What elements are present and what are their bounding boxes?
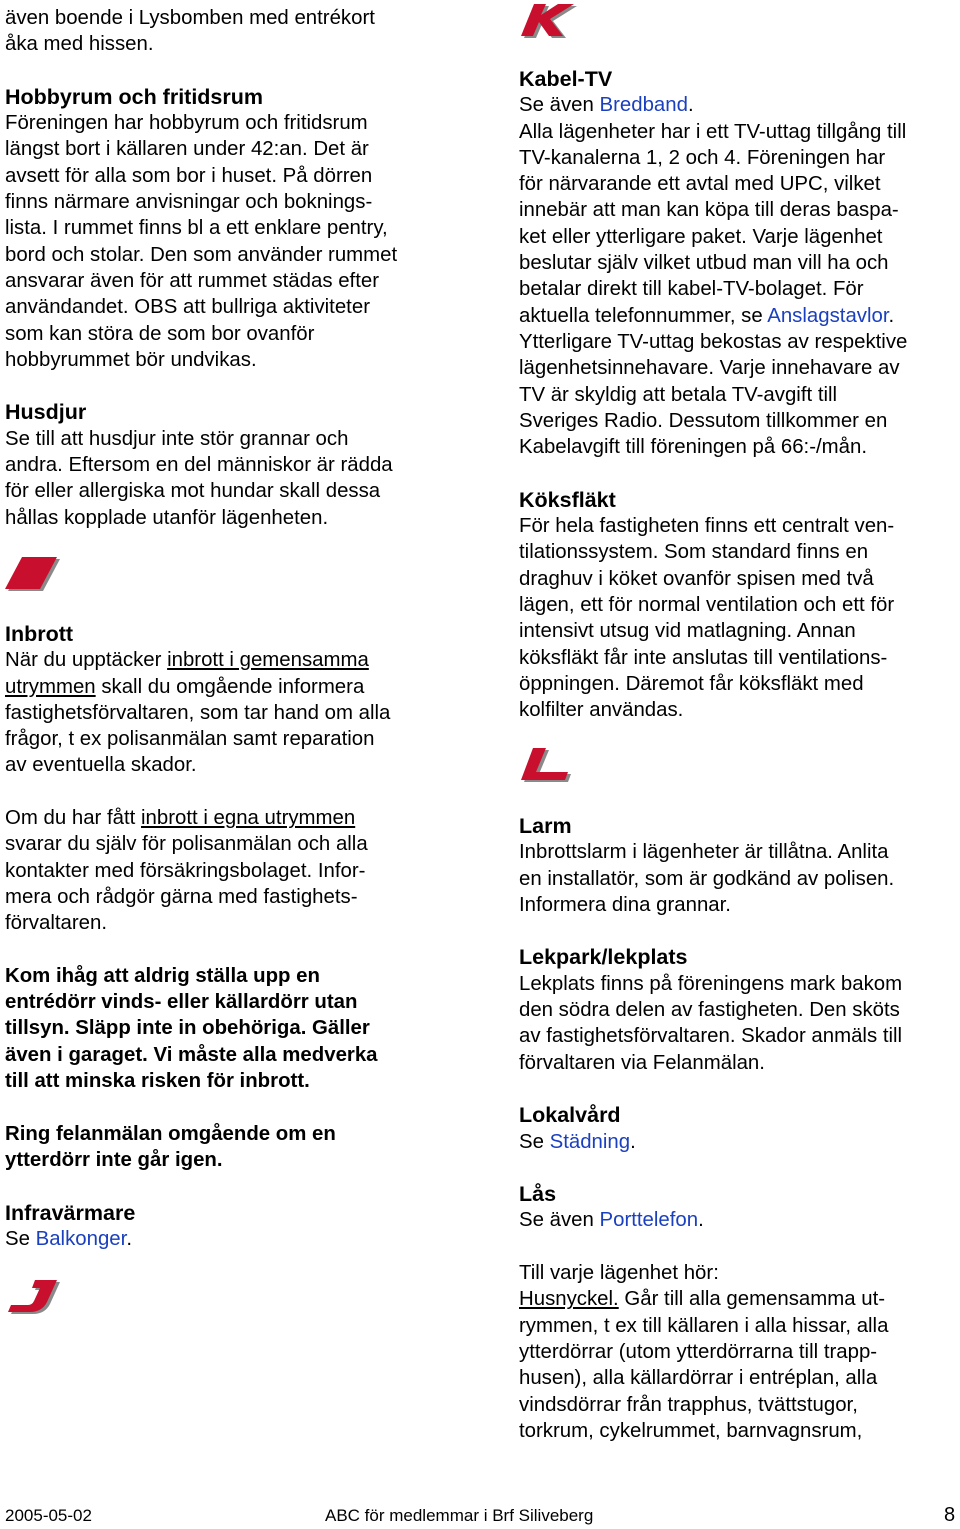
punctuation: .	[126, 1227, 132, 1250]
las-text	[519, 1207, 959, 1233]
hobby-text: som kan störa de som bor ovanför	[5, 322, 315, 345]
koksflakt-text: kolfilter användas.	[519, 699, 684, 722]
husnyckel-link[interactable]: Husnyckel.	[519, 1288, 619, 1311]
punctuation: .	[888, 304, 895, 327]
kabel-text: beslutar själv vilket utbud man vill ha och	[519, 252, 889, 275]
heading-lekpark: Lekpark/lekplats	[519, 945, 688, 970]
inbrott-warning: tillsyn. Släpp inte in obehöriga. Gäller	[5, 1017, 370, 1040]
husdjur-text: andra. Eftersom en del människor är rädda	[5, 454, 393, 477]
kabel-text: ket eller ytterligare paket. Varje lägenhet	[519, 225, 883, 248]
punctuation: .	[630, 1130, 636, 1153]
las-text: Till varje lägenhet hör:	[519, 1262, 719, 1285]
inbrott-text-part: skall du omgående informera	[95, 675, 365, 698]
inbrott-text: förvaltaren.	[5, 912, 108, 935]
balkonger-link[interactable]: Balkonger	[35, 1227, 127, 1250]
heading-larm: Larm	[519, 814, 572, 838]
infravarmare-text	[5, 1226, 455, 1252]
hobby-text: avsett för alla som bor i huset. På dörren	[5, 164, 373, 187]
lekpark-text: den södra delen av fastigheten. Den sköts	[519, 999, 900, 1022]
koksflakt-text: köksfläkt får inte anslutas till ventilations-	[519, 646, 888, 669]
kabel-text	[519, 303, 959, 329]
punctuation: .	[687, 94, 694, 117]
koksflakt-text: draghuv i köket ovanför spisen med två	[519, 567, 874, 590]
koksflakt-text: intensivt utsug vid matlagning. Annan	[519, 620, 856, 643]
inbrott-text: fastighetsförvaltaren, som tar hand om alla	[5, 701, 391, 724]
letter-j-icon	[5, 1278, 65, 1318]
inbrott-text	[5, 647, 455, 673]
kabel-text: Kabelavgift till föreningen på 66:-/mån.	[519, 436, 867, 459]
heading-infravarmare: Infravärmare	[5, 1200, 136, 1225]
las-text: rymmen, t ex till källaren i alla hissar, alla	[519, 1314, 889, 1337]
larm-text: Inbrottslarm i lägenheter är tillåtna. Anlita	[519, 841, 889, 864]
see-label: Se	[519, 1130, 550, 1153]
stadning-link[interactable]: Städning	[549, 1130, 631, 1153]
right-column	[519, 66, 959, 723]
larm-text: Informera dina grannar.	[519, 893, 731, 916]
husdjur-text: hållas kopplade utanför lägenheten.	[5, 506, 329, 529]
inbrott-text	[5, 674, 455, 700]
heading-koksflakt: Köksfläkt	[519, 487, 616, 512]
las-text: torkrum, cykelrummet, barnvagnsrum,	[519, 1419, 863, 1442]
hobby-text: längst bort i källaren under 42:an. Det är	[5, 138, 369, 161]
see-label: Se även	[519, 1209, 600, 1232]
heading-inbrott: Inbrott	[5, 622, 74, 646]
kabel-text: lägenhetsinnehavare. Varje innehavare av	[519, 357, 900, 380]
inbrott-gemensamma-link[interactable]: inbrott i gemensamma	[167, 649, 369, 672]
inbrott-text: kontakter med försäkringsbolaget. Infor-	[5, 859, 366, 882]
felanmalan-notice: ytterdörr inte går igen.	[5, 1148, 223, 1171]
inbrott-text-part: När du upptäcker	[5, 649, 168, 672]
inbrott-warning: entrédörr vinds- eller källardörr utan	[5, 991, 358, 1014]
footer-date: 2005-05-02	[5, 1506, 92, 1525]
letter-k-icon	[519, 2, 579, 42]
las-text: vindsdörrar från trapphus, tvättstugor,	[519, 1393, 858, 1416]
inbrott-text: mera och rådgör gärna med fastighets-	[5, 885, 358, 908]
heading-husdjur: Husdjur	[5, 400, 87, 425]
inbrott-text-part: Om du har fått	[5, 807, 141, 830]
see-label: Se	[5, 1227, 36, 1250]
letter-i-icon	[5, 555, 65, 595]
las-text: husen), alla källardörrar i entréplan, alla	[519, 1367, 878, 1390]
heading-las: Lås	[519, 1182, 557, 1207]
porttelefon-link[interactable]: Porttelefon	[599, 1209, 699, 1232]
bredband-link[interactable]: Bredband	[599, 94, 688, 117]
intro-text: även boende i Lysbomben med entrékort	[5, 7, 375, 29]
letter-l-icon	[519, 746, 579, 786]
inbrott-section	[5, 621, 455, 1252]
footer-title: ABC för medlemmar i Brf Siliveberg	[325, 1506, 594, 1525]
lekpark-text: Lekplats finns på föreningens mark bakom	[519, 972, 903, 995]
kabel-text: Ytterligare TV-uttag bekostas av respektive	[519, 330, 908, 353]
kabel-text: innebär att man kan köpa till deras baspa-	[519, 199, 899, 222]
hobby-text: lista. I rummet finns bl a ett enklare pentry,	[5, 217, 388, 240]
felanmalan-notice: Ring felanmälan omgående om en	[5, 1122, 336, 1145]
heading-hobbyrum: Hobbyrum och fritidsrum	[5, 84, 264, 109]
husdjur-text: Se till att husdjur inte stör grannar och	[5, 427, 349, 450]
larm-text: en installatör, som är godkänd av polisen.	[519, 867, 895, 890]
kabel-text: TV-kanalerna 1, 2 och 4. Föreningen har	[519, 146, 886, 169]
kabel-text-part: aktuella telefonnummer, se	[519, 304, 768, 327]
hobby-text: bord och stolar. Den som använder rummet	[5, 243, 398, 266]
inbrott-text: av eventuella skador.	[5, 754, 197, 777]
lekpark-text: förvaltaren via Felanmälan.	[519, 1051, 765, 1074]
kabel-text: för närvarande ett avtal med UPC, vilket	[519, 173, 881, 196]
inbrott-gemensamma-link[interactable]: utrymmen	[5, 675, 96, 698]
lekpark-text: av fastighetsförvaltaren. Skador anmäls till	[519, 1025, 903, 1048]
koksflakt-text: öppningen. Däremot får köksfläkt med	[519, 672, 864, 695]
kabel-text: TV är skyldig att betala TV-avgift till	[519, 383, 838, 406]
inbrott-warning: Kom ihåg att aldrig ställa upp en	[5, 964, 320, 987]
kabel-text: Sveriges Radio. Dessutom tillkommer en	[519, 409, 888, 432]
hobby-text: hobbyrummet bör undvikas.	[5, 348, 257, 371]
heading-lokalvard: Lokalvård	[519, 1103, 621, 1128]
lokalvard-text	[519, 1129, 959, 1155]
inbrott-text: svarar du själv för polisanmälan och alla	[5, 833, 368, 856]
las-text-part: Går till alla gemensamma ut-	[618, 1288, 886, 1311]
right-column-lower	[519, 813, 959, 1444]
inbrott-warning: även i garaget. Vi måste alla medverka	[5, 1043, 378, 1066]
heading-kabel-tv: Kabel-TV	[519, 67, 613, 91]
koksflakt-text: lägen, ett för normal ventilation och ett för	[519, 593, 895, 616]
punctuation: .	[698, 1209, 704, 1232]
inbrott-text	[5, 805, 455, 831]
intro-text: åka med hissen.	[5, 33, 154, 56]
inbrott-egna-link[interactable]: inbrott i egna utrymmen	[141, 807, 356, 830]
las-text: ytterdörrar (utom ytterdörrarna till trapp-	[519, 1340, 878, 1363]
kabel-text: betalar direkt till kabel-TV-bolaget. För	[519, 278, 864, 301]
hobby-text: finns närmare anvisningar och boknings-	[5, 191, 373, 214]
kabel-text	[519, 92, 959, 118]
koksflakt-text: tilationssystem. Som standard finns en	[519, 541, 869, 564]
inbrott-warning: till att minska risken för inbrott.	[5, 1070, 310, 1093]
page-number: 8	[944, 1504, 956, 1526]
see-label: Se även	[519, 94, 600, 117]
las-text	[519, 1286, 959, 1312]
husdjur-text: för eller allergiska mot hundar skall dessa	[5, 480, 381, 503]
hobby-text: Föreningen har hobbyrum och fritidsrum	[5, 112, 368, 135]
left-column	[5, 0, 455, 531]
hobby-text: användandet. OBS att bullriga aktiviteter	[5, 296, 370, 319]
koksflakt-text: För hela fastigheten finns ett centralt ven-	[519, 515, 895, 538]
kabel-text: Alla lägenheter har i ett TV-uttag tillgång till	[519, 120, 907, 143]
inbrott-text: frågor, t ex polisanmälan samt reparation	[5, 728, 375, 751]
hobby-text: ansvarar även för att rummet städas efter	[5, 269, 379, 292]
anslagstavlor-link[interactable]: Anslagstavlor	[767, 304, 889, 327]
